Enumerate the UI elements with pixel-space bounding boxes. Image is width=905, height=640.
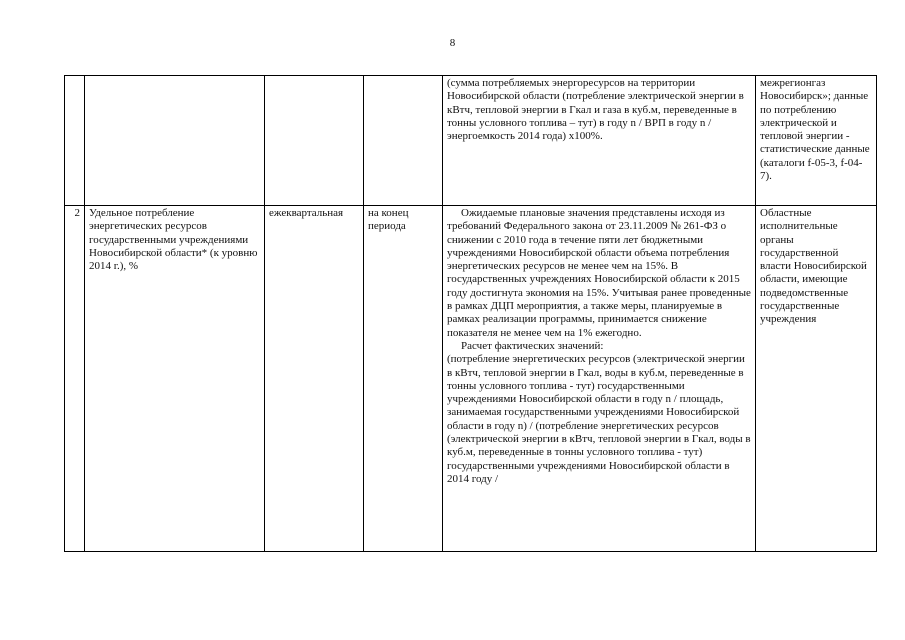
method-paragraph: Ожидаемые плановые значения представлены исходя из требований Федерального закона от 23.11.2009 № 261-ФЗ о снижении с 2010 года в течение пяти лет бюджетными учреждениями Новосибирской области объема потребления энергетических ресурсов не менее чем на 15%. В государственных учреждениях Новосибирской области к 2015 году достигнута экономия на 15%. Учитывая ранее проведенные в рамках ДЦП мероприятия, а также меры, планируемые в рамках реализации программы, принимается снижение показателя не менее чем на 1% ежегодно.	[447, 207, 751, 339]
method-cell	[443, 76, 756, 206]
period-cell: на конец периода	[364, 206, 443, 552]
method-paragraph: (сумма потребляемых энергоресурсов на территории Новосибирской области (потребление электрической энергии в кВтч, тепловой энергии в Гкал и газа в куб.м, переведенные в тонны условного топлива – тут) в году n / ВРП в году n /энергоемкость 2014 года) х100%.	[447, 77, 744, 143]
method-cell	[443, 206, 756, 552]
frequency-cell	[265, 76, 364, 206]
frequency-cell: ежеквартальная	[265, 206, 364, 552]
indicator-cell	[85, 76, 265, 206]
method-paragraph: Расчет фактических значений:	[461, 339, 604, 352]
row-number-cell	[65, 76, 85, 206]
period-cell	[364, 76, 443, 206]
row-number-cell: 2	[65, 206, 85, 552]
source-cell: Областные исполнительные органы государственной власти Новосибирской области, имеющие подведомственные государственные учреждения	[756, 206, 877, 552]
indicators-table	[64, 75, 877, 552]
table-row	[65, 206, 877, 552]
indicator-cell: Удельное потребление энергетических ресурсов государственными учреждениями Новосибирской области* (к уровню 2014 г.), %	[85, 206, 265, 552]
page-number: 8	[449, 37, 456, 49]
source-cell: межрегионгаз Новосибирск»; данные по потреблению электрической и тепловой энергии - статистические данные (каталоги f-05-3, f-04-7).	[756, 76, 877, 206]
table-row	[65, 76, 877, 206]
method-paragraph: (потребление энергетических ресурсов (электрической энергии в кВтч, тепловой энергии в Гкал, воды в куб.м, переведенные в тонны условного топлива - тут) государственными учреждениями Новосибирской области в году n / площадь, занимаемая государственными учреждениями Новосибирской области в году n) / (потребление энергетических ресурсов (электрической энергии в кВтч, тепловой энергии в Гкал, воды в куб.м, переведенные в тонны условного топлива - тут) государственными учреждениями Новосибирской области в 2014 году /	[447, 353, 751, 485]
